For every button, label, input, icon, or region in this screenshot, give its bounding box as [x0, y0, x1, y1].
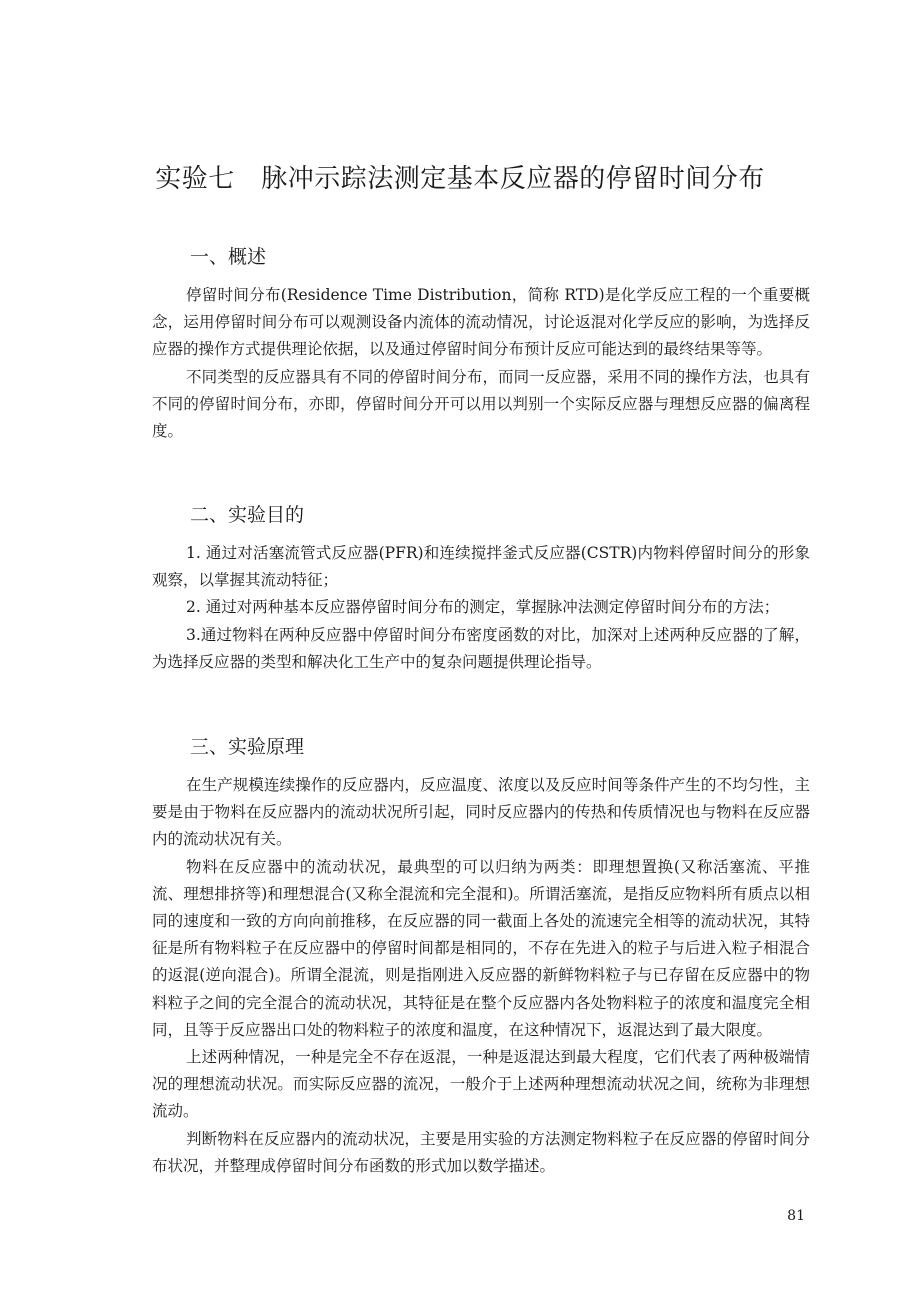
paragraph: 在生产规模连续操作的反应器内，反应温度、浓度以及反应时间等条件产生的不均匀性，主要是由于物料在反应器内的流动状况所引起，同时反应器内的传热和传质情况也与物料在反应器内的流动状况有关。 [152, 776, 810, 849]
paragraph: 3.通过物料在两种反应器中停留时间分布密度函数的对比，加深对上述两种反应器的了解，为选择反应器的类型和解决化工生产中的复杂问题提供理论指导。 [152, 625, 810, 671]
paragraph: 1. 通过对活塞流管式反应器(PFR)和连续搅拌釜式反应器(CSTR)内物料停留时间分的形象观察，以掌握其流动特征； [152, 544, 810, 590]
paragraph: 停留时间分布(Residence Time Distribution，简称 RTD)是化学反应工程的一个重要概念，运用停留时间分布可以观测设备内流体的流动情况，讨论返混对化学反应的影响，为选择反应器的操作方式提供理论依据，以及通过停留时间分布预计反应可能达到的最终结果等等。 [152, 286, 810, 359]
paragraph: 2. 通过对两种基本反应器停留时间分布的测定，掌握脉冲法测定停留时间分布的方法； [186, 598, 780, 617]
paragraph: 上述两种情况，一种是完全不存在返混，一种是返混达到最大程度，它们代表了两种极端情况的理想流动状况。而实际反应器的流况，一般介于上述两种理想流动状况之间，统称为非理想流动。 [152, 1048, 810, 1121]
section-heading: 三、实验原理 [190, 736, 305, 758]
paragraph: 不同类型的反应器具有不同的停留时间分布，而同一反应器，采用不同的操作方法，也具有不同的停留时间分布，亦即，停留时间分开可以用以判别一个实际反应器与理想反应器的偏离程度。 [152, 367, 810, 441]
section-principle [152, 732, 810, 1180]
section-heading: 一、概述 [190, 246, 267, 268]
page-title: 实验七 脉冲示踪法测定基本反应器的停留时间分布 [155, 164, 765, 194]
paragraph: 物料在反应器中的流动状况，最典型的可以归纳为两类：即理想置换(又称活塞流、平推流、理想排挤等)和理想混合(又称全混流和完全混和)。所谓活塞流，是指反应物料所有质点以相同的速度和一致的方向向前推移，在反应器的同一截面上各处的流速完全相等的流动状况，其特征是所有物料粒子在反应器中的停留时间都是相同的，不存在先进入的粒子与后进入粒子相混合的返混(逆向混合)。所谓全混流，则是指刚进入反应器的新鲜物料粒子与已存留在反应器中的物料粒子之间的完全混合的流动状况，其特征是在整个反应器内各处物料粒子的浓度和温度完全相同，且等于反应器出口处的物料粒子的浓度和温度，在这种情况下，返混达到了最大限度。 [152, 857, 810, 1039]
section-heading: 二、实验目的 [190, 504, 305, 526]
section-overview [152, 242, 810, 445]
page-number: 81 [787, 1208, 805, 1224]
paragraph: 判断物料在反应器内的流动状况，主要是用实验的方法测定物料粒子在反应器的停留时间分布状况，并整理成停留时间分布函数的形式加以数学描述。 [152, 1129, 810, 1175]
section-objectives [152, 500, 810, 676]
